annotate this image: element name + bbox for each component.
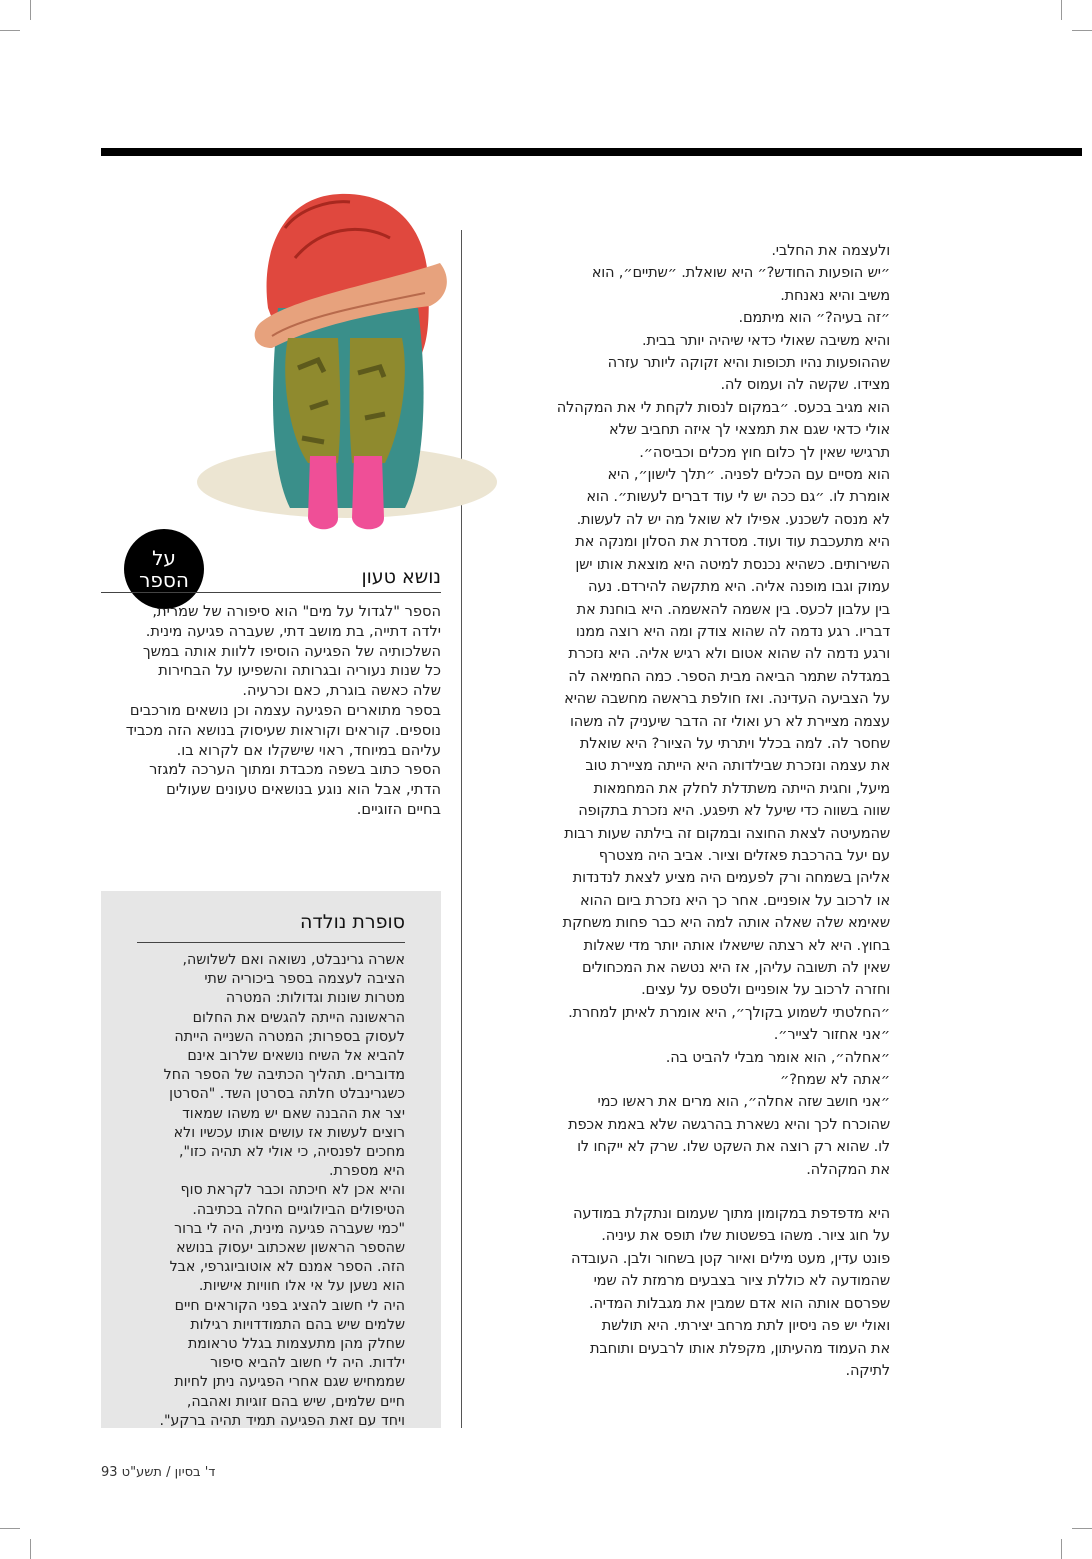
article-line: ״אני אחזור לצייר״. [773,1026,890,1044]
badge-line2: הספר [139,568,189,592]
article-line: לא מנסה לשכנע. אפילו לא שואל מה יש לה לעשות. [576,510,890,528]
article-line: פונט עדין, מעט מילים ואיור קטן בשחור ולבן. העובדה [570,1249,890,1267]
author-line: שממחיש שגם אחרי הפגיעה ניתן לחיות [174,1374,405,1391]
article-line: שווה בשווה כדי שיעל לא תיפגע. היא נזכרת בתקופה [578,802,890,820]
article-line: שאימא שלה שאלה אותה למה היא כבר פחות משחקת [562,914,890,932]
about-line: כל שנות נעוריה ובגרותה והשפיעו על הבחירות [158,662,441,680]
crop-mark [1061,0,1062,20]
author-line: הזה. הספר אמנם לא אוטוביוגרפי, אבל [169,1259,405,1276]
author-line: היה לי חשוב להציג בפני הקוראים חיים [174,1297,405,1314]
about-line: שלה כאשה בוגרת, כאם וכרעיה. [242,682,441,700]
crop-mark [0,1528,20,1529]
author-line: והיא אכן לא חיכתה וכבר לקראת סוף [180,1182,405,1199]
author-line: שחלק מהן מתעצמות בגלל טראומת [187,1336,405,1353]
author-line: מטרות שונות וגדולות: המטרה [225,990,405,1007]
article-line: שהוכרח לכך והיא נשארת בהרגשה שלא באמת אכפת [568,1115,890,1133]
about-line: ילדה דתייה, בת מושב דתי, שעברה פגיעה מינית. [145,622,441,640]
article-line: דבריו. רגע נדמה לה שהוא צודק ומה היא רוצה ממנו [575,622,890,640]
article-line: ״זה בעיה?״ הוא מיתמם. [738,309,890,327]
author-line: לעסוק בספרות; המטרה השנייה הייתה [174,1028,405,1045]
article-line: ״אחלה״, הוא אומר מבלי להביט בה. [665,1048,890,1066]
article-line: אולי כדאי שגם את תמצאי לך איזה תחביב שלא [608,421,890,439]
article-line: שהמודעה לא כוללת ציור בצבעים מרמזת לה שמי [593,1272,890,1290]
author-line: כשגרינבלט חלתה בסרטן השד. "הסרטן [169,1086,405,1103]
author-line: מדוברים. תהליך הכתיבה של הספר החל [163,1067,405,1084]
article-body-part2 [548,1203,890,1382]
article-line: אליהן בשמחה ורק לפעמים היה מציע לצאת לנדנדות [572,869,890,887]
article-line: ״אתה לא שמח?״ [780,1071,890,1089]
article-body-part1 [548,240,890,1181]
author-box-text [137,951,405,1431]
article-line: שההופעות נהיו תכופות והיא זקוקה ליותר עזרה [607,354,890,372]
article-line: וחזרה לרכוב על אופניים ולטפס על עצים. [641,981,890,999]
author-line: רוצים לעשות אז עושים אותו עכשיו ולא [173,1124,405,1141]
article-line: עצמה מציירת לא רע ואולי זה הדבר שיעניק לה משהו [570,712,890,730]
author-line: מחכים לפנסיה, כי אולי לא תהיה כזו", [179,1144,405,1161]
about-book-text [101,602,441,820]
top-bar [101,148,1082,156]
article-line: את המקהלה. [806,1160,890,1178]
crop-mark [1072,1528,1092,1529]
article-line: שחסר לה. למה בכלל ויתרתי על הציור? היא שואלת [579,734,890,752]
article-line: עם יעל בהרכבת פאזלים וציור. אביב היה מצטרף [598,846,890,864]
author-line: "כמי שעברה פגיעה מינית, היה לי ברור [174,1220,405,1237]
crop-mark [30,1539,31,1559]
author-line: הוא נשען על אי אלו חוויות אישיות. [198,1278,405,1295]
article-line: הוא מסיים עם הכלים לפניה. ״תלך לישון״, היא [607,466,890,484]
article-line: על הצביעה העדינה. ואז חולפת בראשה מחשבה שהיא [564,690,890,708]
author-line: היא מספרת. [329,1163,405,1180]
article-line: שאין לה תשובה עליהן, אז היא נטשה את המכחולים [581,959,890,976]
article-line: שהמעיטה לצאת החוצה ובמקום זה בילתה שעות רבות [564,824,890,842]
article-line: שפרסם אותה הוא אדם שמבין את מגבלות המדיה. [589,1294,890,1312]
about-line: נוספים. קוראים וקוראות שעיסוק בנושא הזה מכביד [125,721,441,739]
main-article [548,240,890,1382]
article-line: מיעל, וחגית הייתה משתדלת לחלק את המחמאות [593,779,890,797]
author-line: ויחד עם זאת הפגיעה תמיד תהיה ברקע". [159,1412,405,1429]
about-line: הדתי, אבל הוא נוגע בנושאים טעונים שעולים [166,781,441,799]
author-line: יצר את ההבנה שאם יש משהו שמאוד [182,1105,405,1122]
article-line: בחוץ. היא לא רצתה שישאלו אותה יותר מדי שאלות [583,936,890,954]
article-line: ורגע נדמה לה שהוא אטום ולא רגיש אליה. היא נזכרת [568,645,890,663]
article-line: משיב והיא נאנחת. [780,286,890,304]
article-line: עמוק וגבו מופנה אליה. היא מתקשה להירדם. נעה [588,578,890,596]
article-line: אומרת לו. ״גם ככה יש לי עוד דברים לעשות״. הוא [586,488,890,506]
article-line: בין עלבון לכעס. בין אשמה להאשמה. היא בוחנת את [576,600,890,618]
about-line: הספר כתוב בשפה מכבדת ומתוך הערכה למגזר [149,761,441,779]
about-line: הספר "לגדול על מים" הוא סיפורה של שמרית, [152,603,441,620]
author-line: הטיפולים הביולוגיים החלה בכתיבה. [192,1201,405,1218]
page-folio: ד' בסיון / תשע"ט 93 [101,1465,216,1480]
article-line: במגדלה שתמר הביאה מבית הספר. כמה החמיאה לה [568,667,890,685]
article-line: את העמוד מהעיתון, מקפלת אותו לרבעים ותוחבת [589,1339,890,1357]
article-line: השירותים. כשהיא נכנסת למיטה היא מוצאת אותו ישן [575,555,890,573]
article-line: על חוג ציור. משהו בפשטות שלו תופס את עיניה. [601,1227,890,1245]
about-line: עליהם במיוחד, ראוי שישקלו אם לקרוא בו. [176,741,441,759]
article-line: לו. שהוא רק רוצה את השקט שלו. שרק לא ייקחו לו [577,1138,890,1156]
author-line: ילדות. היה לי חשוב להביא סיפור [210,1355,405,1372]
crop-mark [0,30,20,31]
article-line: או לרכוב על אופניים. אחר כך היא נזכרת ביום ההוא [580,891,890,909]
crop-mark [1061,1539,1062,1559]
about-book-badge [124,529,204,609]
about-line: בספר מתוארים הפגיעה עצמה וכן נושאים מורכבים [129,701,441,719]
paragraph-gap [548,1181,890,1203]
article-line: ולעצמה את החלבי. [771,242,890,259]
about-line: השלכותיה של הפגיעה הוסיפו ללוות אותה במשך [142,642,441,660]
article-line: ״החלטתי לשמוע בקולך״, היא אומרת לאיתן למחרת. [568,1003,890,1021]
author-line: להביא אל השיח נושאים שלרוב אינם [187,1048,405,1065]
author-line: הראשונה הייתה להגשים את החלום [192,1009,405,1026]
topic-rule [101,592,441,593]
article-line: ״אני חושב שזה אחלה״, הוא מרים את ראשו כמי [597,1093,890,1111]
article-line: הוא מגיב בכעס. ״במקום לנסות לקחת לי את המקהלה [556,398,890,416]
article-line: תרגישי שאין לך כלום חוץ מכלים וכביסה״. [639,443,890,461]
article-line: היא מתעכבת עוד ועוד. מסדרת את הסלון ומנקה את [575,533,890,551]
article-line: ״יש הופעות החודש?״ היא שואלת. ״שתיים״, הוא [591,264,890,282]
author-line: חיים שלמים, שיש בהם זוגיות ואהבה, [186,1393,405,1410]
badge-line1: על [152,546,176,570]
author-box [101,891,441,1428]
girl-illustration [190,188,510,548]
author-line: הציבה לעצמה בספר ביכוריה שתי [204,971,405,988]
author-line: אשרה גרינבלט, נשואה ואם לשלושה, [182,952,405,968]
article-line: את עצמה ונזכרת שבילדותה היא הייתה מציירת טוב [585,757,890,775]
about-line: בחיים הזוגיים. [356,800,441,818]
author-box-title: סופרת נולדה [300,911,405,933]
author-box-rule [137,942,405,943]
article-line: מצידו. שקשה לה ועמוס לה. [720,376,890,394]
article-line: ואולי יש פה ניסיון לתת מרחב יצירתי. היא תולשת [601,1317,890,1335]
author-line: שהספר הראשון שאכתוב יעסוק בנושא [176,1240,405,1257]
article-line: היא מדפדפת במקומון מתוך שעמום ונתקלת במודעה [573,1205,890,1223]
crop-mark [1072,30,1092,31]
article-line: והיא משיבה שאולי כדאי שיהיה יותר בבית. [642,331,890,349]
article-line: לתיקה. [845,1361,890,1379]
topic-label: נושא טעון [361,566,441,588]
crop-mark [30,0,31,20]
author-line: שלמים שיש בהם התמודדויות רגילות [190,1316,405,1333]
